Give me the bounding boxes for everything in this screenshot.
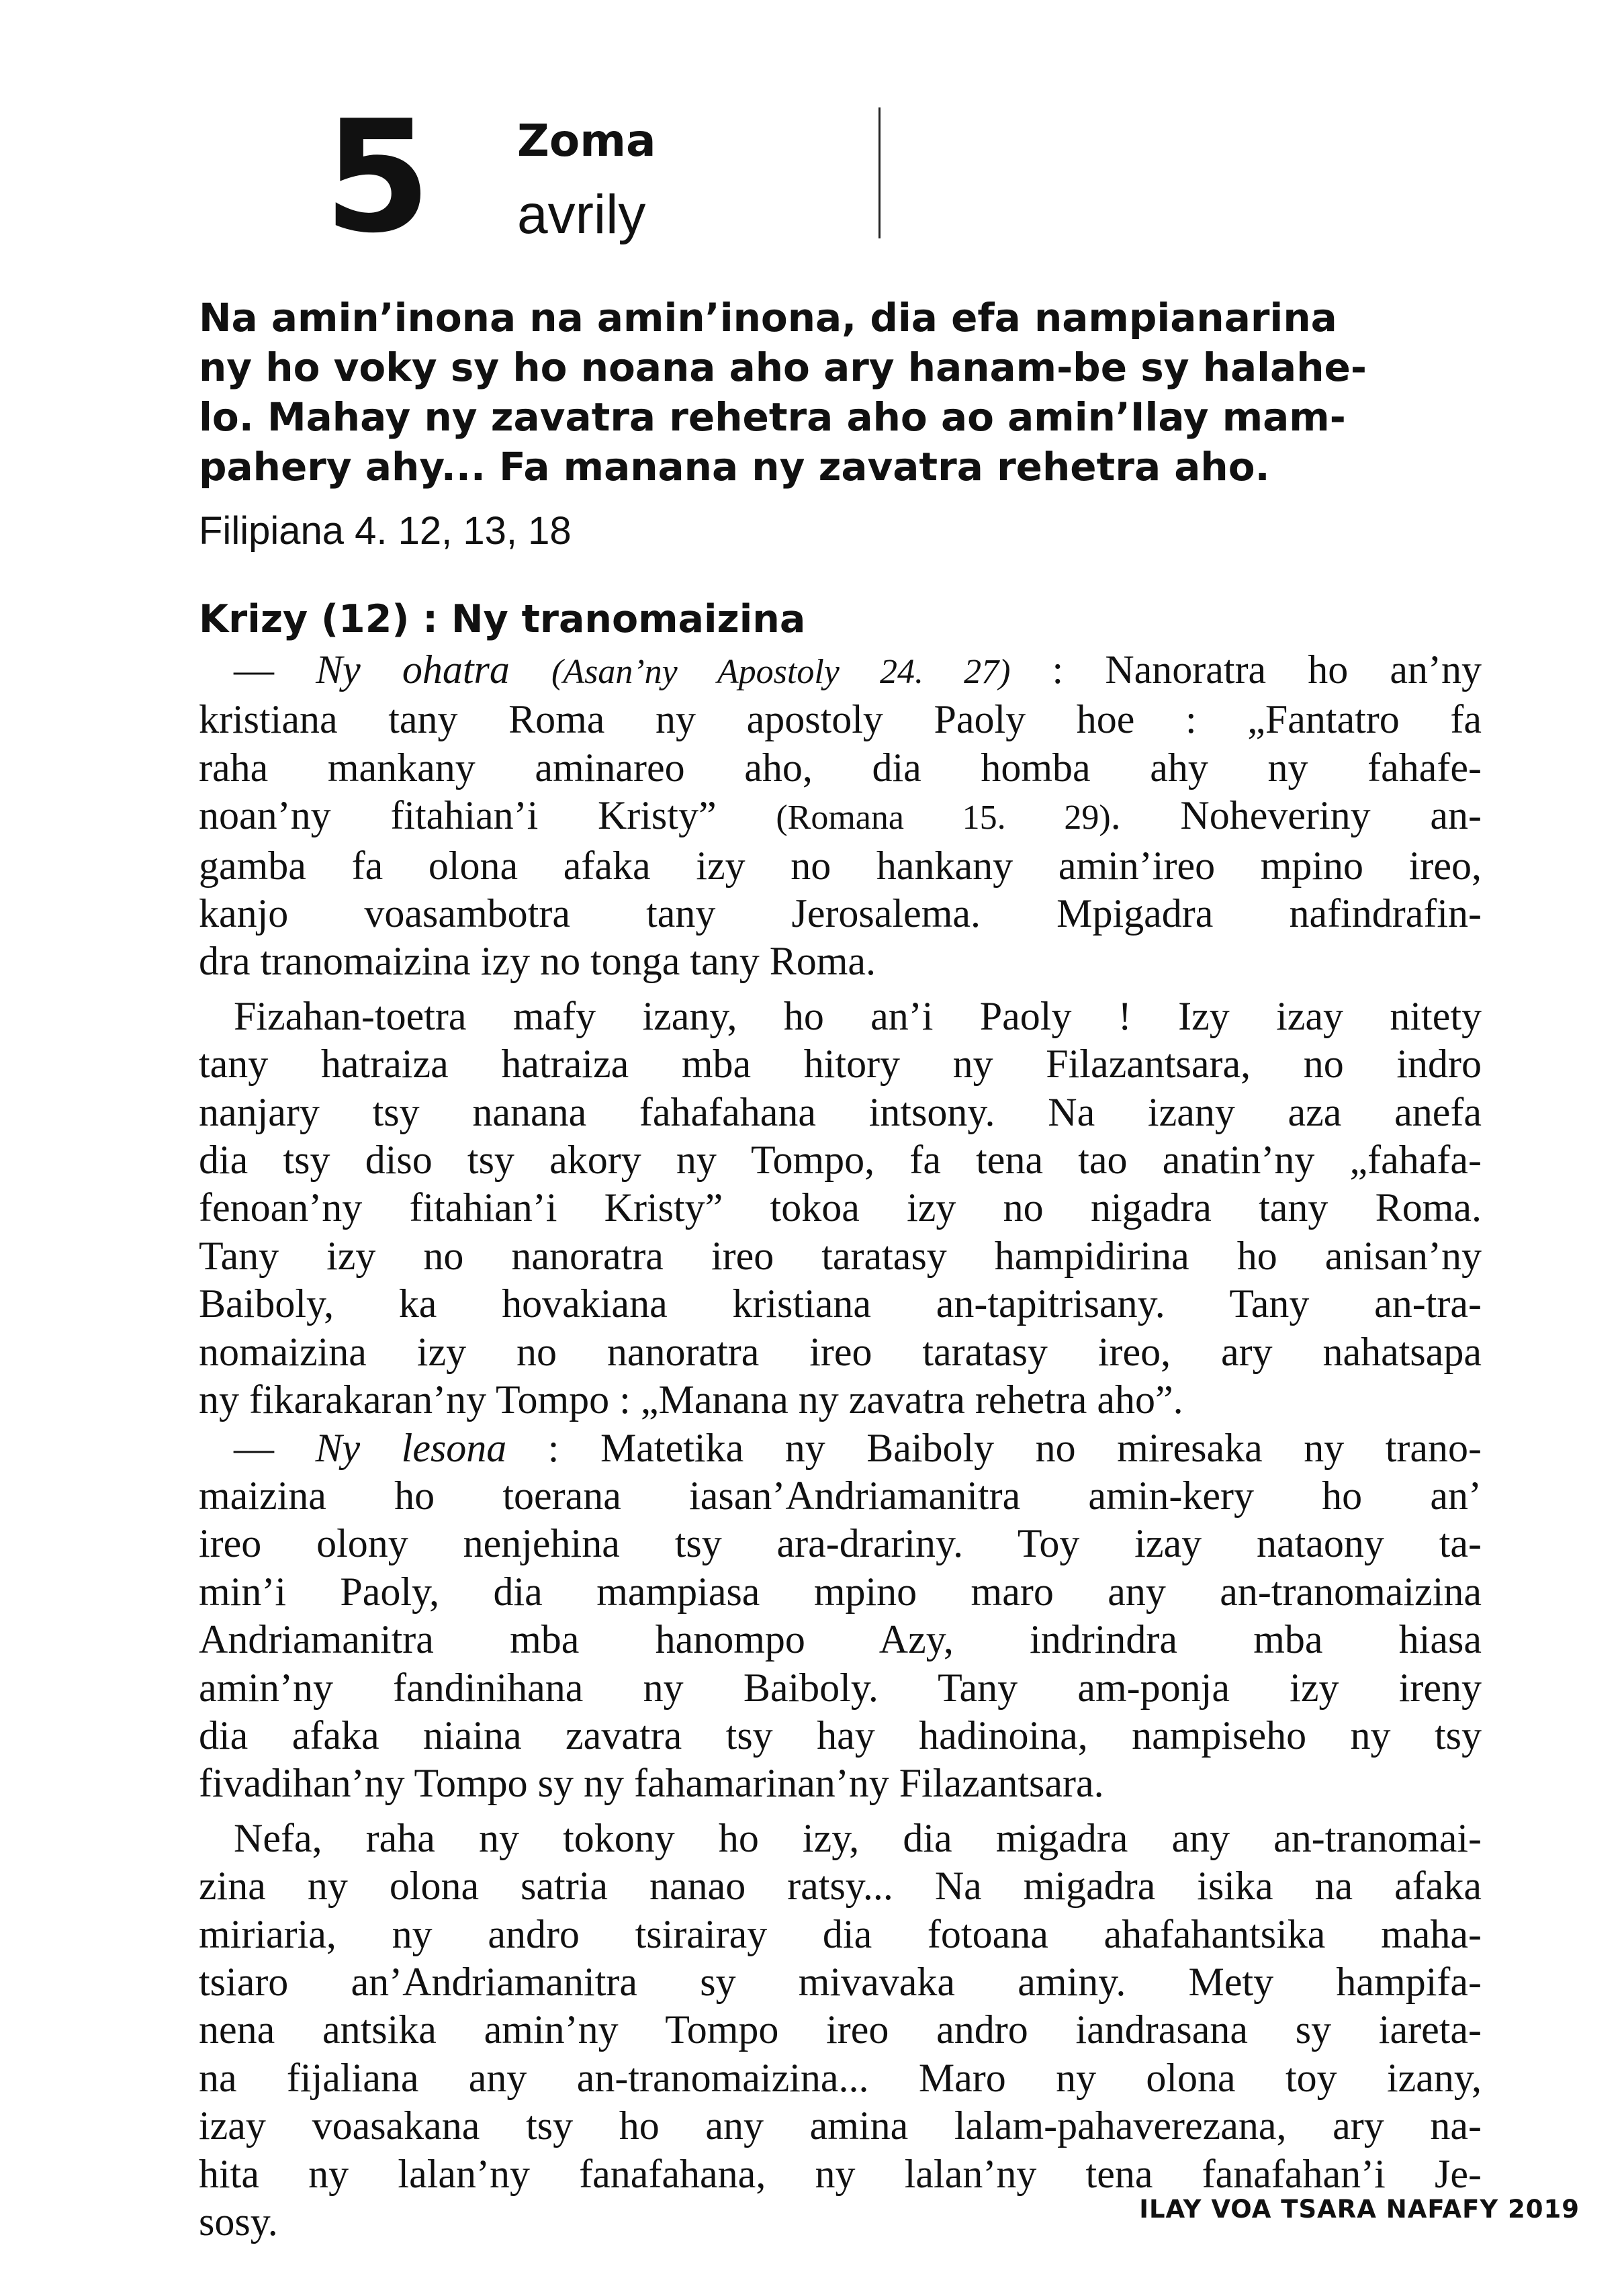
body-line: nanjary tsy nanana fahafahana intsony. Na izany aza anefa xyxy=(199,1089,1482,1134)
line-text: : Nanoratra ho an’ny xyxy=(1010,647,1482,692)
footer-publication-title: ILAY VOA TSARA NAFAFY 2019 xyxy=(1139,2195,1580,2224)
body-line: nena antsika amin’ny Tompo ireo andro iandrasana sy iareta- xyxy=(199,2007,1482,2052)
body-line: Andriamanitra mba hanompo Azy, indrindra mba hiasa xyxy=(199,1617,1482,1662)
body-line: kristiana tany Roma ny apostoly Paoly hoe : „Fantatro fa xyxy=(199,697,1482,742)
scripture-citation: (Romana 15. 29) xyxy=(776,799,1111,837)
verse-reference: Filipiana 4. 12, 13, 18 xyxy=(199,509,572,553)
body-line: sosy. xyxy=(199,2199,278,2244)
body-line: fivadihan’ny Tompo sy ny fahamarinan’ny Filazantsara. xyxy=(199,1761,1104,1806)
body-line: maizina ho toerana iasan’Andriamanitra amin-kery ho an’ xyxy=(199,1473,1482,1518)
day-number: 5 xyxy=(324,88,429,267)
body-line: Fizahan-toetra mafy izany, ho an’i Paoly ! Izy izay nitety xyxy=(234,993,1482,1038)
body-line: zina ny olona satria nanao ratsy... Na migadra isika na afaka xyxy=(199,1864,1482,1909)
body-line: ireo olony nenjehina tsy ara-drariny. Toy izay nataony ta- xyxy=(199,1521,1482,1566)
em-dash: — xyxy=(234,647,274,692)
header-divider xyxy=(878,107,881,238)
body-line: raha mankany aminareo aho, dia homba ahy ny fahafe- xyxy=(199,745,1482,790)
body-line: kanjo voasambotra tany Jerosalema. Mpigadra nafindrafin- xyxy=(199,891,1482,936)
verse-text xyxy=(199,293,1482,492)
body-line: nomaizina izy no nanoratra ireo taratasy ireo, ary nahatsapa xyxy=(199,1329,1482,1374)
body-line xyxy=(199,646,1482,696)
line-text: : Matetika ny Baiboly no miresaka ny trano- xyxy=(506,1425,1482,1470)
lesson-label: Ny lesona xyxy=(315,1425,507,1470)
body-line xyxy=(199,792,1482,842)
verse-line: Na amin’inona na amin’inona, dia efa nampianarina xyxy=(199,295,1337,340)
body-line: miriaria, ny andro tsirairay dia fotoana ahafahantsika maha- xyxy=(199,1911,1482,1956)
month-name: avrily xyxy=(517,184,646,245)
body-line: tany hatraiza hatraiza mba hitory ny Filazantsara, no indro xyxy=(199,1042,1482,1087)
example-label: Ny ohatra xyxy=(316,647,510,692)
body-line: amin’ny fandinihana ny Baiboly. Tany am-ponja izy ireny xyxy=(199,1665,1482,1710)
body-line: fenoan’ny fitahian’i Kristy” tokoa izy no nigadra tany Roma. xyxy=(199,1185,1482,1230)
section-heading: Krizy (12) : Ny tranomaizina xyxy=(199,597,806,641)
body-line xyxy=(199,1424,1482,1472)
body-line: ny fikarakaran’ny Tompo : „Manana ny zavatra rehetra aho”. xyxy=(199,1377,1183,1422)
body-line: izay voasakana tsy ho any amina lalam-pahaverezana, ary na- xyxy=(199,2103,1482,2148)
body-line: dia afaka niaina zavatra tsy hay hadinoina, nampiseho ny tsy xyxy=(199,1713,1482,1758)
body-line: min’i Paoly, dia mampiasa mpino maro any an-tranomaizina xyxy=(199,1569,1482,1614)
body-line: Nefa, raha ny tokony ho izy, dia migadra any an-tranomai- xyxy=(234,1815,1482,1860)
verse-line: pahery ahy... Fa manana ny zavatra rehetra aho. xyxy=(199,444,1270,490)
line-text: noan’ny fitahian’i Kristy” xyxy=(199,793,776,838)
verse-line: ny ho voky sy ho noana aho ary hanam-be sy halahe- xyxy=(199,345,1367,390)
body-text xyxy=(199,646,1482,2246)
body-line: hita ny lalan’ny fanafahana, ny lalan’ny tena fanafahan’i Je- xyxy=(199,2151,1482,2196)
body-line: tsiaro an’Andriamanitra sy mivavaka aminy. Mety hampifa- xyxy=(199,1959,1482,2004)
body-line: gamba fa olona afaka izy no hankany amin’ireo mpino ireo, xyxy=(199,843,1482,888)
body-line: dia tsy diso tsy akory ny Tompo, fa tena tao anatin’ny „fahafa- xyxy=(199,1138,1482,1183)
scripture-citation: (Asan’ny Apostoly 24. 27) xyxy=(551,653,1011,691)
line-text: . Noheveriny an- xyxy=(1110,793,1482,838)
body-line: na fijaliana any an-tranomaizina... Maro ny olona toy izany, xyxy=(199,2055,1482,2100)
em-dash: — xyxy=(234,1425,274,1470)
verse-line: lo. Mahay ny zavatra rehetra aho ao amin’Ilay mam- xyxy=(199,394,1346,440)
body-line: dra tranomaizina izy no tonga tany Roma. xyxy=(199,939,876,984)
day-name: Zoma xyxy=(517,115,656,167)
body-line: Baiboly, ka hovakiana kristiana an-tapitrisany. Tany an-tra- xyxy=(199,1281,1482,1326)
body-line: Tany izy no nanoratra ireo taratasy hampidirina ho anisan’ny xyxy=(199,1233,1482,1278)
